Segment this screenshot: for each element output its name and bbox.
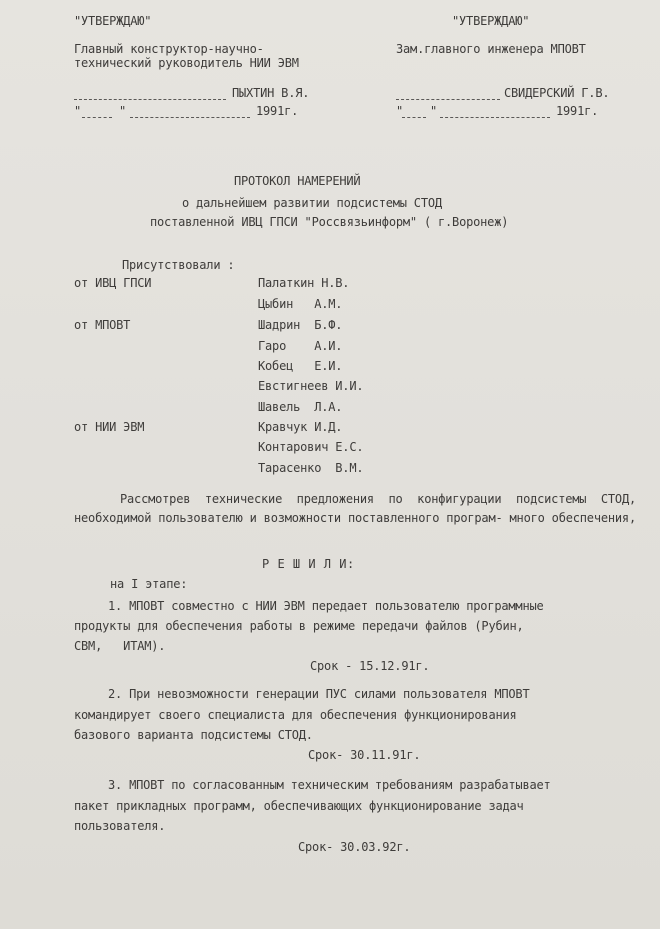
approval-position-right: Зам.главного инженера МПОВТ bbox=[396, 42, 586, 56]
attendee-name: Контарович Е.С. bbox=[258, 440, 364, 454]
approval-year-right: 1991г. bbox=[556, 104, 599, 118]
approver-name-left: ПЫХТИН В.Я. bbox=[232, 86, 310, 100]
attendee-org-nii-evm: от НИИ ЭВМ bbox=[74, 420, 145, 434]
date-quote-left-open: " bbox=[74, 104, 82, 118]
item-3-line1: 3. МПОВТ по согласованным техническим требованиям разрабатывает bbox=[108, 778, 551, 792]
attendee-org-ivc: от ИВЦ ГПСИ bbox=[74, 276, 152, 290]
item-3-line3: пользователя. bbox=[74, 819, 166, 833]
date-quote-right-close: " bbox=[430, 104, 438, 118]
item-3-line2: пакет прикладных программ, обеспечивающих функционирование задач bbox=[74, 799, 524, 813]
attendees-heading: Присутствовали : bbox=[122, 258, 235, 272]
resolved-heading: Р Е Ш И Л И: bbox=[262, 557, 355, 571]
item-3-deadline: Срок- 30.03.92г. bbox=[298, 840, 411, 854]
signature-line-left bbox=[74, 99, 226, 100]
document-subtitle-line2: поставленной ИВЦ ГПСИ "Россвязьинформ" ( г.Воронеж) bbox=[150, 215, 509, 229]
attendee-name: Гаро А.И. bbox=[258, 339, 343, 353]
approval-stamp-left: "УТВЕРЖДАЮ" bbox=[74, 14, 152, 28]
date-day-line-right bbox=[402, 117, 426, 118]
attendee-name: Цыбин А.М. bbox=[258, 297, 343, 311]
date-day-line-left bbox=[82, 117, 112, 118]
attendee-name: Кобец Е.И. bbox=[258, 359, 343, 373]
approval-stamp-right: "УТВЕРЖДАЮ" bbox=[452, 14, 530, 28]
date-month-line-left bbox=[130, 117, 250, 118]
document-title: ПРОТОКОЛ НАМЕРЕНИЙ bbox=[234, 174, 361, 188]
approval-year-left: 1991г. bbox=[256, 104, 299, 118]
item-1-line1: 1. МПОВТ совместно с НИИ ЭВМ передает пользователю программные bbox=[108, 599, 544, 613]
date-month-line-right bbox=[440, 117, 550, 118]
approval-position-left-line2: технический руководитель НИИ ЭВМ bbox=[74, 56, 299, 70]
intro-paragraph: Рассмотрев технические предложения по конфигурации подсистемы СТОД, необходимой пользователю и возможности поставленного програм- много обеспечения, bbox=[74, 492, 636, 525]
date-quote-right-open: " bbox=[396, 104, 404, 118]
approver-name-right: СВИДЕРСКИЙ Г.В. bbox=[504, 86, 610, 100]
item-2-line3: базового варианта подсистемы СТОД. bbox=[74, 728, 313, 742]
attendee-name: Тарасенко В.М. bbox=[258, 461, 364, 475]
stage-label: на I этапе: bbox=[110, 577, 188, 591]
attendee-name: Шадрин Б.Ф. bbox=[258, 318, 343, 332]
attendee-org-mpovt: от МПОВТ bbox=[74, 318, 131, 332]
item-2-deadline: Срок- 30.11.91г. bbox=[308, 748, 421, 762]
date-quote-left-close: " bbox=[119, 104, 127, 118]
attendee-name: Евстигнеев И.И. bbox=[258, 379, 364, 393]
item-1-line2: продукты для обеспечения работы в режиме передачи файлов (Рубин, bbox=[74, 619, 524, 633]
signature-line-right bbox=[396, 99, 500, 100]
attendee-name: Кравчук И.Д. bbox=[258, 420, 343, 434]
item-2-line2: командирует своего специалиста для обеспечения функционирования bbox=[74, 708, 517, 722]
attendee-name: Палаткин Н.В. bbox=[258, 276, 350, 290]
item-1-deadline: Срок - 15.12.91г. bbox=[310, 659, 430, 673]
item-1-line3: СВМ, ИТАМ). bbox=[74, 639, 166, 653]
document-subtitle-line1: о дальнейшем развитии подсистемы СТОД bbox=[182, 196, 442, 210]
attendee-name: Шавель Л.А. bbox=[258, 400, 343, 414]
item-2-line1: 2. При невозможности генерации ПУС силами пользователя МПОВТ bbox=[108, 687, 530, 701]
approval-position-left-line1: Главный конструктор-научно- bbox=[74, 42, 264, 56]
